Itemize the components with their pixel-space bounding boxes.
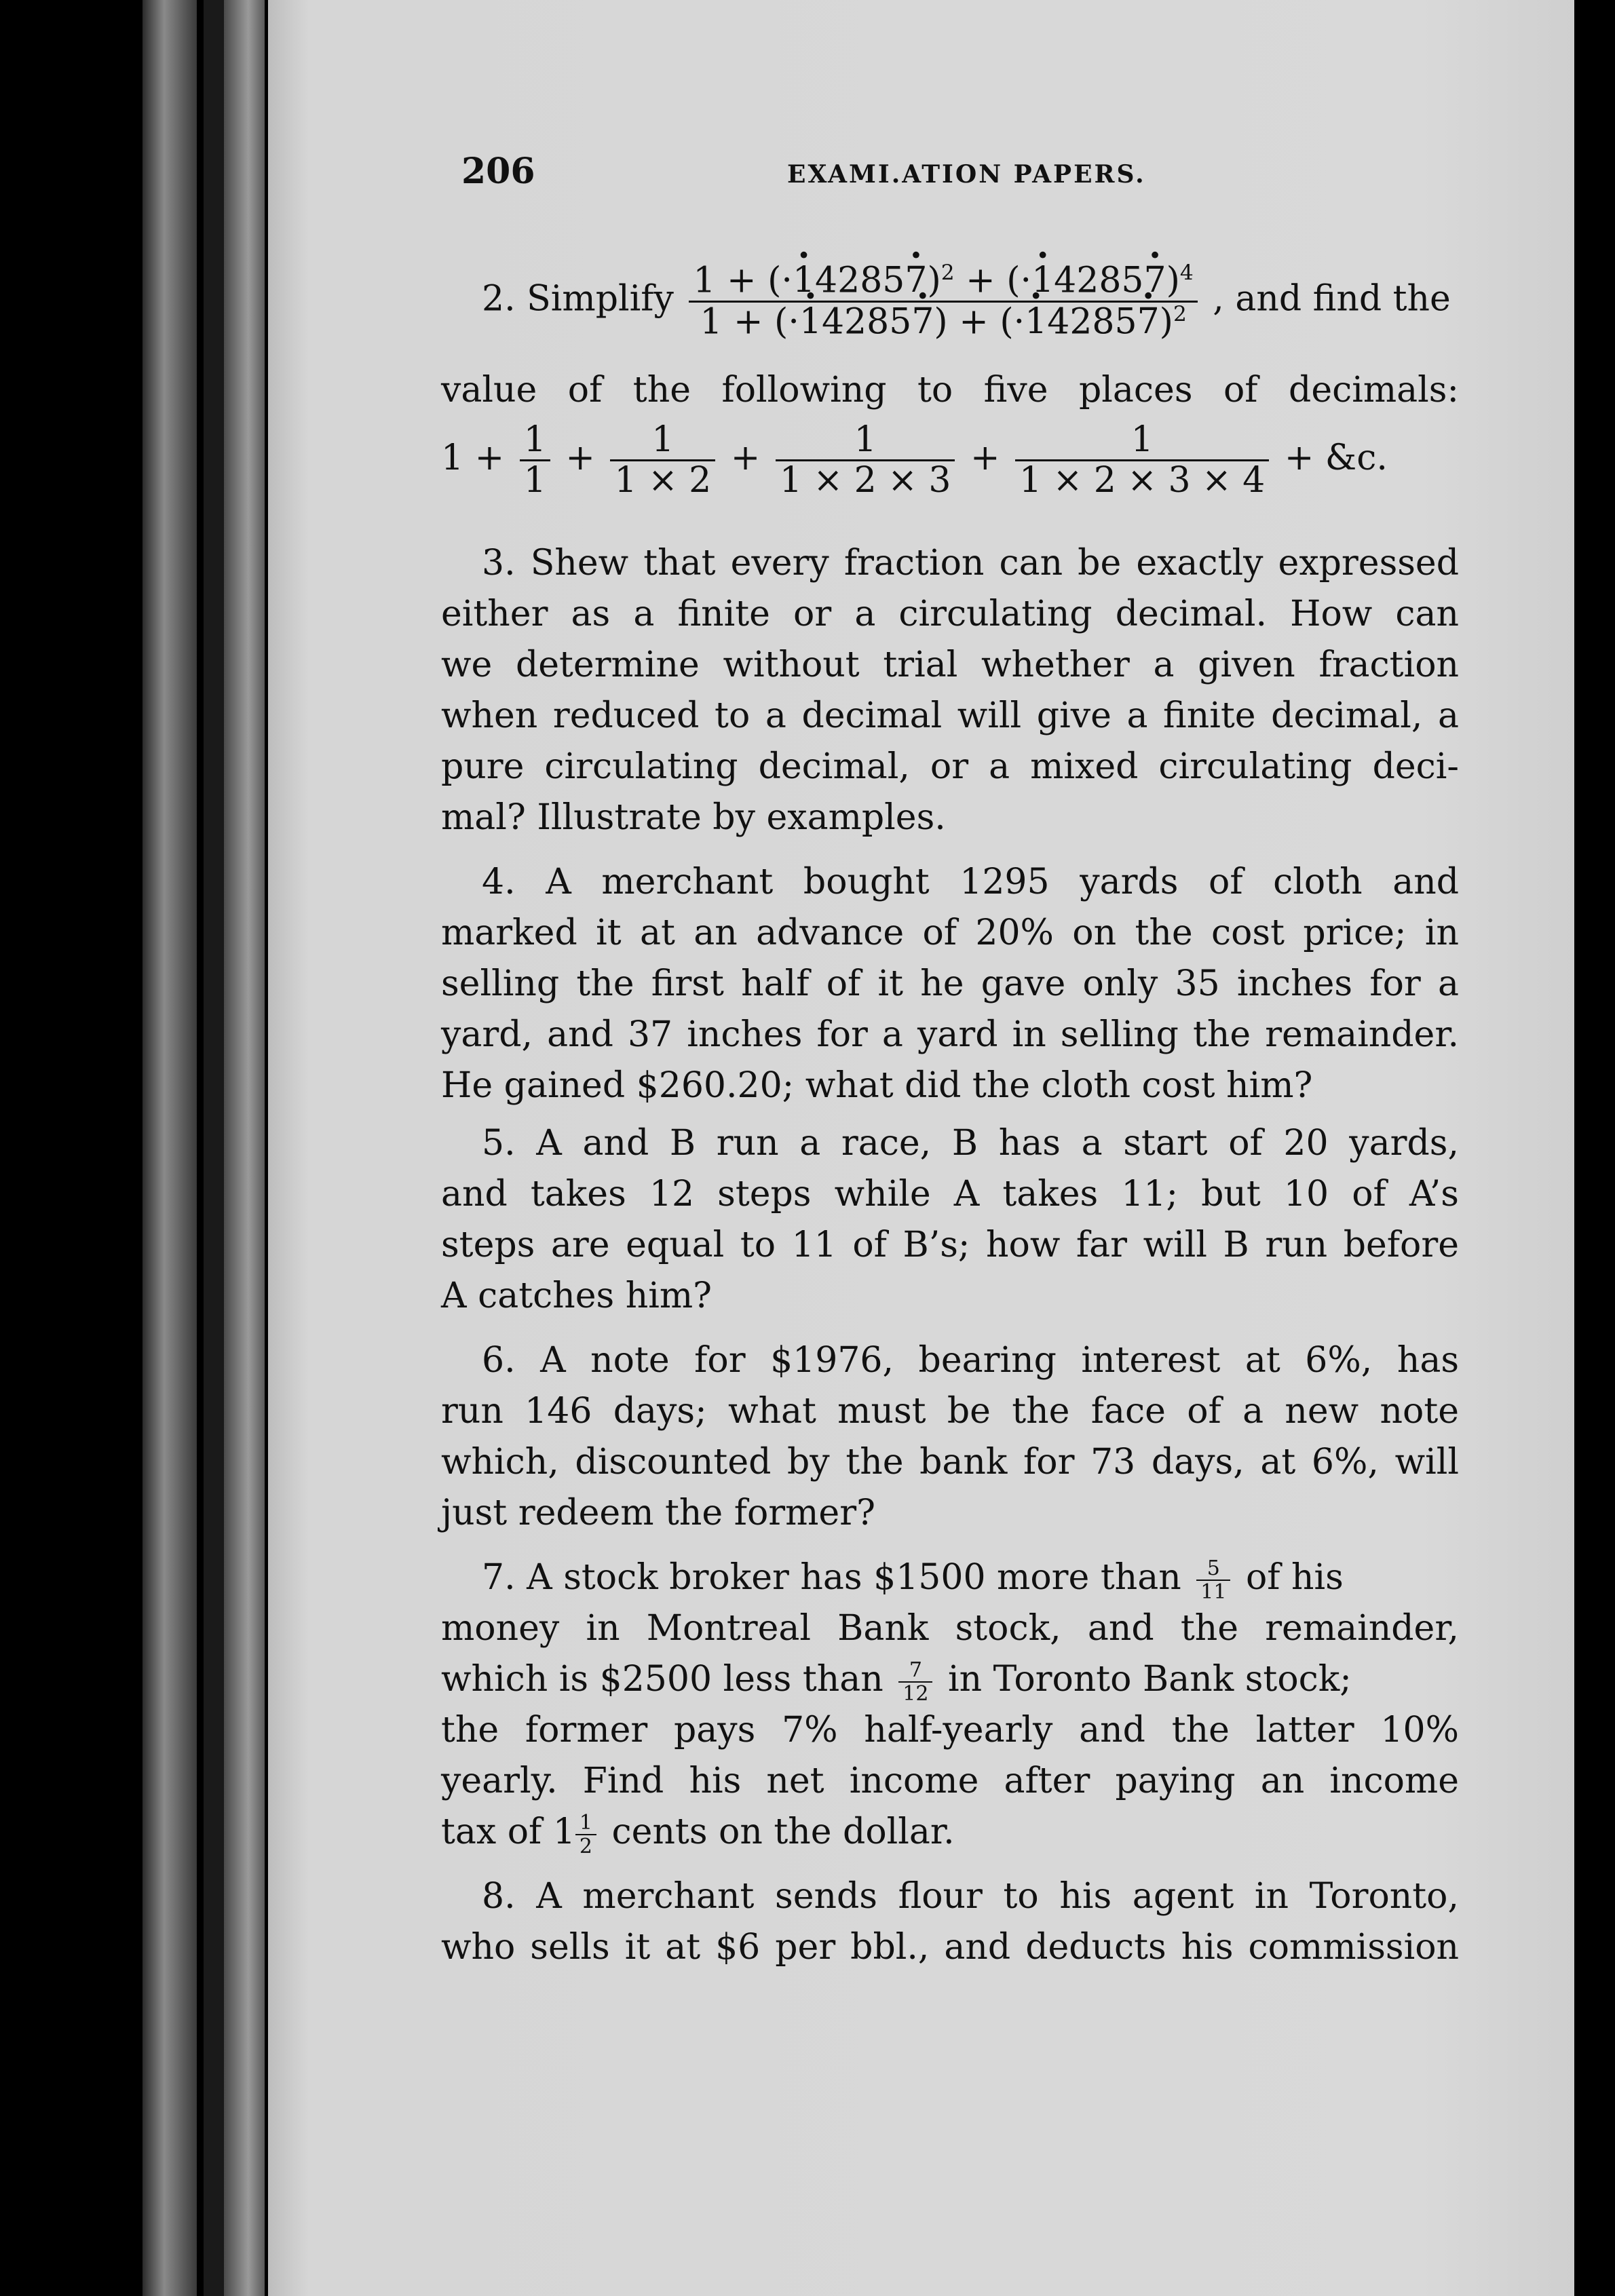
fraction-denominator xyxy=(689,303,1197,342)
repeating-digit: · 7 xyxy=(911,303,934,341)
fraction-one-half xyxy=(575,1812,596,1858)
fraction-numerator: 7 xyxy=(898,1659,932,1683)
denominator-part: 1 + (· xyxy=(700,301,799,342)
question-3-line: we determine without trial whether a given fraction xyxy=(441,645,1459,685)
question-3-line: mal? Illustrate by examples. xyxy=(441,797,946,838)
plus-sign: + xyxy=(970,438,1000,479)
question-5-line: and takes 12 steps while A takes 11; but 10 of A’s xyxy=(441,1174,1459,1214)
exponent: 2 xyxy=(1173,301,1187,326)
running-head: EXAMI.ATION PAPERS. xyxy=(787,160,1146,189)
question-6-line: 6. A note for $1976, bearing interest at 6%, has xyxy=(482,1340,1459,1381)
question-7-text: of his xyxy=(1245,1557,1344,1598)
binding-shadow xyxy=(204,0,224,2296)
numerator-part: ) xyxy=(1166,260,1180,301)
page-stack-edge xyxy=(224,0,265,2296)
question-7-line-1 xyxy=(482,1554,1459,1603)
fraction-seven-twelfths xyxy=(898,1659,932,1705)
question-7-text: which is $2500 less than xyxy=(441,1659,884,1700)
numerator-part: ) xyxy=(927,260,941,301)
term-numerator: 1 xyxy=(520,421,550,461)
series-term-2 xyxy=(610,421,715,500)
term-denominator: 1 xyxy=(523,460,546,501)
numerator-part: 4285 xyxy=(1054,260,1144,301)
repeating-digit: · 1 xyxy=(1031,261,1054,300)
question-number: 2. xyxy=(482,278,516,320)
series-expression xyxy=(441,421,1459,500)
binding-gutter xyxy=(0,0,271,2296)
repeating-digit: · 7 xyxy=(905,261,927,300)
question-2-line-1 xyxy=(482,261,1500,341)
question-7-line-5: yearly. Find his net income after paying an income xyxy=(441,1761,1459,1801)
repeating-digit: · 1 xyxy=(793,261,815,300)
denominator-part: 4285 xyxy=(1047,301,1137,342)
question-4-line: yard, and 37 inches for a yard in selling the remainder. xyxy=(441,1014,1459,1055)
question-3-line: when reduced to a decimal will give a finite decimal, a xyxy=(441,695,1459,736)
term-numerator: 1 xyxy=(776,421,955,461)
question-5-line: A catches him? xyxy=(441,1276,712,1316)
fraction-denominator: 2 xyxy=(579,1834,593,1858)
numerator-part: 1 + (· xyxy=(693,260,793,301)
numerator-part: + (· xyxy=(954,260,1032,301)
question-2-tail: , and find the xyxy=(1213,278,1451,320)
question-2-line-2: value of the following to five places of decimals: xyxy=(441,370,1459,410)
fraction-denominator: 12 xyxy=(902,1681,929,1706)
term-numerator: 1 xyxy=(1015,421,1269,461)
question-3-line: 3. Shew that every fraction can be exactly expressed xyxy=(482,543,1459,583)
question-4-line: 4. A merchant bought 1295 yards of cloth and xyxy=(482,862,1459,902)
fraction-numerator: 1 xyxy=(575,1812,596,1835)
book-page xyxy=(268,0,1574,2296)
question-7-text: cents on the dollar. xyxy=(611,1812,955,1852)
question-4-line: He gained $260.20; what did the cloth cost him? xyxy=(441,1065,1313,1106)
simplify-fraction xyxy=(689,261,1197,341)
term-denominator: 1 × 2 xyxy=(614,460,712,501)
series-term-4 xyxy=(1015,421,1269,500)
plus-sign: + xyxy=(730,438,761,479)
question-8-line: 8. A merchant sends flour to his agent in Toronto, xyxy=(482,1876,1459,1917)
question-6-line: run 146 days; what must be the face of a new note xyxy=(441,1391,1459,1432)
question-6-line: which, discounted by the bank for 73 days, at 6%, will xyxy=(441,1442,1459,1482)
question-7-text: in Toronto Bank stock; xyxy=(948,1659,1352,1700)
fraction-five-elevenths xyxy=(1196,1557,1230,1603)
repeating-digit: · 7 xyxy=(1144,261,1166,300)
question-3-line: either as a finite or a circulating decimal. How can xyxy=(441,594,1459,634)
question-6-line: just redeem the former? xyxy=(441,1493,875,1533)
exponent: 4 xyxy=(1179,261,1194,285)
denominator-part: 4285 xyxy=(821,301,912,342)
question-3-line: pure circulating decimal, or a mixed circulating deci- xyxy=(441,746,1459,787)
series-start: 1 + xyxy=(441,438,505,479)
series-term-3 xyxy=(776,421,955,500)
page-number: 206 xyxy=(461,151,535,192)
plus-sign: + xyxy=(565,438,595,479)
page-header xyxy=(461,151,1547,198)
denominator-part: ) xyxy=(1159,301,1173,342)
term-denominator: 1 × 2 × 3 × 4 xyxy=(1019,460,1266,501)
binding-edge xyxy=(142,0,197,2296)
numerator-part: 4285 xyxy=(815,260,905,301)
question-4-line: selling the first half of it he gave only 35 inches for a xyxy=(441,963,1459,1004)
question-7-text: 7. A stock broker has $1500 more than xyxy=(482,1557,1181,1598)
question-5-line: 5. A and B run a race, B has a start of 20 yards, xyxy=(482,1123,1459,1164)
question-7-text: tax of 1 xyxy=(441,1812,575,1852)
question-2-lead: Simplify xyxy=(527,278,674,320)
question-5-line: steps are equal to 11 of B’s; how far will B run before xyxy=(441,1225,1459,1265)
term-denominator: 1 × 2 × 3 xyxy=(779,460,951,501)
repeating-digit: · 7 xyxy=(1137,303,1160,341)
question-4-line: marked it at an advance of 20% on the cost price; in xyxy=(441,913,1459,953)
denominator-part: ) + (· xyxy=(934,301,1025,342)
repeating-digit: · 1 xyxy=(799,303,822,341)
question-7-line-4: the former pays 7% half-yearly and the latter 10% xyxy=(441,1710,1459,1750)
repeating-digit: · 1 xyxy=(1025,303,1047,341)
question-7-line-2: money in Montreal Bank stock, and the remainder, xyxy=(441,1608,1459,1649)
question-7-line-6 xyxy=(441,1808,1459,1858)
series-term-1 xyxy=(520,421,550,500)
fraction-denominator: 11 xyxy=(1200,1580,1227,1604)
right-scan-border xyxy=(1573,0,1615,2296)
term-numerator: 1 xyxy=(610,421,715,461)
fraction-numerator xyxy=(689,261,1197,303)
question-8-line: who sells it at $6 per bbl., and deducts his commission xyxy=(441,1927,1459,1968)
exponent: 2 xyxy=(940,261,955,285)
question-7-line-3 xyxy=(441,1656,1459,1705)
fraction-numerator: 5 xyxy=(1196,1557,1230,1581)
series-end: + &c. xyxy=(1284,438,1388,479)
